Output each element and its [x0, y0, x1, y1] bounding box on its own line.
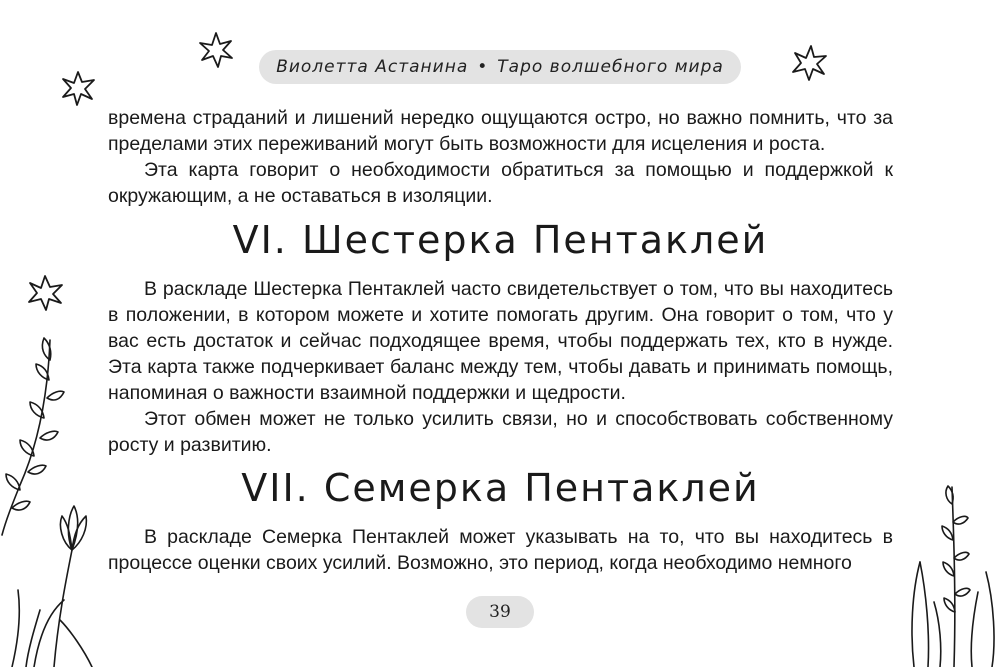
star-doodle-icon [788, 42, 830, 84]
body-paragraph: Этот обмен может не только усилить связи, но и способствовать собственному росту и развитию. [108, 408, 893, 456]
header-author: Виолетта Астанина [276, 57, 469, 77]
section-heading-six: VI. Шестерка Пентаклей [232, 218, 769, 262]
body-paragraph: В раскладе Семерка Пентаклей может указывать на то, что вы находитесь в процессе оценки своих усилий. Возможно, это период, когда необходимо немного [108, 526, 893, 574]
page-number [466, 596, 534, 628]
header-separator: • [477, 57, 489, 77]
section-heading-seven: VII. Семерка Пентаклей [241, 466, 760, 510]
body-paragraph: Эта карта говорит о необходимости обратиться за помощью и поддержкой к окружающим, а не оставаться в изоляции. [108, 159, 893, 207]
page-number-value: 39 [489, 602, 511, 622]
plant-doodle-left-icon [0, 320, 110, 667]
body-paragraph: В раскладе Шестерка Пентаклей часто свидетельствует о том, что вы находитесь в положении, в котором можете и хотите помогать другим. Она говорит о том, что у вас есть достаток и сейчас подходящее время, чтобы поддержать тех, кто в нужде. Эта карта также подчеркивает баланс между тем, чтобы давать и принимать помощь, напоминая о важности взаимной поддержки и щедрости. [108, 278, 893, 404]
star-doodle-icon [58, 68, 98, 108]
intro-text-block [108, 105, 893, 209]
star-doodle-icon [196, 30, 236, 70]
six-text-block [108, 276, 893, 458]
star-doodle-icon [24, 272, 66, 314]
header-book-title: Таро волшебного мира [497, 57, 724, 77]
body-paragraph: времена страданий и лишений нередко ощущаются остро, но важно помнить, что за пределами этих переживаний могут быть возможности для исцеления и роста. [108, 107, 893, 155]
seven-text-block [108, 524, 893, 576]
running-header [259, 50, 741, 84]
plant-doodle-right-icon [900, 482, 1000, 667]
